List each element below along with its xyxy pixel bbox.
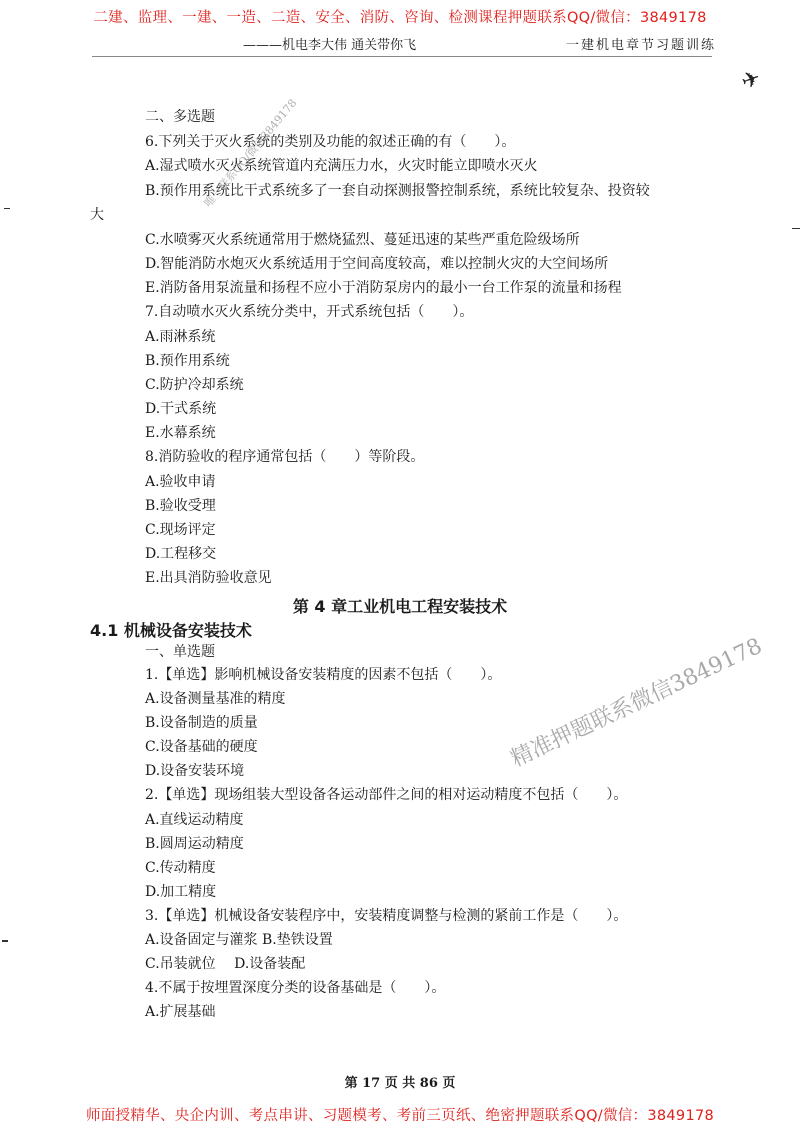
top-promo-banner: 二建、监理、一建、一造、二造、安全、消防、咨询、检测课程押题联系QQ/微信：3849178 — [93, 10, 707, 26]
question-8: 8.消防验收的程序通常包括（ ）等阶段。 — [145, 449, 425, 465]
option-1b: B.设备制造的质量 — [145, 715, 258, 731]
watermark-small: 唯一联系QQ/微信3849178 — [201, 96, 300, 210]
option-6b-wrap: 大 — [90, 207, 104, 223]
header-title: 一建机电章节习题训练 — [566, 38, 717, 53]
option-7e: E.水幕系统 — [145, 425, 216, 441]
option-6b: B.预作用系统比干式系统多了一套自动探测报警控制系统，系统比较复杂、投资较 — [145, 183, 650, 199]
option-8c: C.现场评定 — [145, 522, 216, 538]
chapter-title: 第 4 章工业机电工程安装技术 — [292, 597, 508, 616]
section-heading-multi: 二、多选题 — [145, 109, 215, 125]
option-8e: E.出具消防验收意见 — [145, 570, 272, 586]
question-3: 3.【单选】机械设备安装程序中，安装精度调整与检测的紧前工作是（ ）。 — [145, 908, 628, 924]
question-7: 7.自动喷水灭火系统分类中，开式系统包括（ ）。 — [145, 304, 474, 320]
airplane-icon: ✈ — [738, 65, 765, 96]
option-7d: D.干式系统 — [145, 401, 217, 417]
watermark-main: 精准押题联系微信3849178 — [507, 633, 766, 773]
question-1: 1.【单选】影响机械设备安装精度的因素不包括（ ）。 — [145, 667, 502, 683]
option-8d: D.工程移交 — [145, 546, 217, 562]
option-6e: E.消防备用泵流量和扬程不应小于消防泵房内的最小一台工作泵的流量和扬程 — [145, 280, 622, 296]
option-3ab: A.设备固定与灌浆 B.垫铁设置 — [145, 932, 333, 948]
option-7c: C.防护冷却系统 — [145, 377, 244, 393]
option-1a: A.设备测量基准的精度 — [145, 691, 286, 707]
option-6a: A.湿式喷水灭火系统管道内充满压力水，火灾时能立即喷水灭火 — [145, 158, 538, 174]
margin-mark — [4, 208, 10, 209]
option-2a: A.直线运动精度 — [145, 812, 244, 828]
question-6: 6.下列关于灭火系统的类别及功能的叙述正确的有（ ）。 — [145, 134, 516, 150]
option-3cd: C.吊装就位 D.设备装配 — [145, 956, 306, 972]
option-6d: D.智能消防水炮灭火系统适用于空间高度较高，难以控制火灾的大空间场所 — [145, 256, 609, 272]
section-heading-single: 一、单选题 — [145, 644, 215, 660]
section-title: 4.1 机械设备安装技术 — [90, 621, 252, 640]
page-number: 第 17 页 共 86 页 — [344, 1076, 456, 1091]
header-divider — [92, 56, 712, 57]
option-1c: C.设备基础的硬度 — [145, 739, 258, 755]
margin-mark — [2, 940, 8, 942]
option-8a: A.验收申请 — [145, 474, 216, 490]
option-2b: B.圆周运动精度 — [145, 836, 244, 852]
question-2: 2.【单选】现场组装大型设备各运动部件之间的相对运动精度不包括（ ）。 — [145, 787, 628, 803]
option-4a: A.扩展基础 — [145, 1004, 216, 1020]
option-6c: C.水喷雾灭火系统通常用于燃烧猛烈、蔓延迅速的某些严重危险级场所 — [145, 232, 580, 248]
option-7a: A.雨淋系统 — [145, 329, 216, 345]
header-slogan: ———机电李大伟 通关带你飞 — [243, 38, 417, 53]
option-2c: C.传动精度 — [145, 860, 216, 876]
option-2d: D.加工精度 — [145, 884, 217, 900]
margin-mark — [792, 228, 800, 229]
bottom-promo-banner: 师面授精华、央企内训、考点串讲、习题模考、考前三页纸、绝密押题联系QQ/微信：3849178 — [85, 1108, 715, 1124]
option-7b: B.预作用系统 — [145, 353, 230, 369]
option-1d: D.设备安装环境 — [145, 763, 245, 779]
option-8b: B.验收受理 — [145, 498, 216, 514]
question-4: 4.不属于按埋置深度分类的设备基础是（ ）。 — [145, 980, 446, 996]
